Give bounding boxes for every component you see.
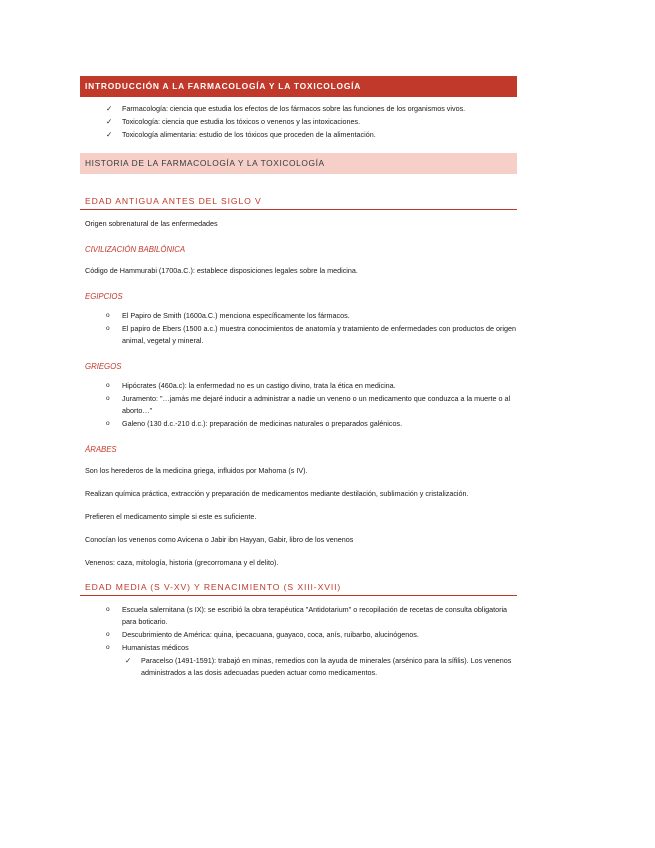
list-item: ✓ Toxicología: ciencia que estudia los tóxicos o venenos y las intoxicaciones. bbox=[106, 117, 361, 126]
subheading-babilonica: CIVILIZACIÓN BABILÓNICA bbox=[85, 245, 186, 254]
check-icon: ✓ bbox=[106, 130, 113, 139]
document-page bbox=[80, 76, 517, 680]
subheading-egipcios: EGIPCIOS bbox=[85, 292, 123, 301]
section-heading-media: EDAD MEDIA (S V-XV) Y RENACIMIENTO (S XIII-XVII) bbox=[80, 582, 517, 596]
bullet-circle-icon: o bbox=[106, 420, 110, 427]
check-icon: ✓ bbox=[106, 104, 113, 113]
media-sub-list bbox=[80, 655, 517, 679]
check-icon: ✓ bbox=[125, 656, 132, 665]
list-item: o Galeno (130 d.c.-210 d.c.): preparación de medicinas naturales o preparados galénicos. bbox=[106, 419, 403, 428]
check-icon: ✓ bbox=[106, 117, 113, 126]
bullet-circle-icon: o bbox=[106, 382, 110, 389]
arabes-paragraph: Son los herederos de la medicina griega, influidos por Mahoma (s IV). bbox=[85, 466, 308, 475]
bullet-circle-icon: o bbox=[106, 325, 110, 332]
egipcios-list bbox=[80, 310, 517, 347]
intro-list bbox=[80, 103, 517, 141]
intro-banner: INTRODUCCIÓN A LA FARMACOLOGÍA Y LA TOXICOLOGÍA bbox=[80, 76, 517, 97]
list-item: ✓ Farmacología: ciencia que estudia los efectos de los fármacos sobre las funciones de los organismos vivos. bbox=[106, 104, 466, 113]
media-list bbox=[80, 604, 517, 654]
historia-banner: HISTORIA DE LA FARMACOLOGÍA Y LA TOXICOLOGÍA bbox=[80, 153, 517, 174]
subheading-griegos: GRIEGOS bbox=[85, 362, 122, 371]
bullet-circle-icon: o bbox=[106, 631, 110, 638]
list-item: ✓ Paracelso (1491-1591): trabajó en minas, remedios con la ayuda de minerales (arsénico para la sífilis). Los venenos administrados a las dosis adecuadas pueden actuar como medicamentos. bbox=[125, 656, 512, 677]
list-item: o El Papiro de Smith (1600a.C.) menciona específicamente los fármacos. bbox=[106, 311, 350, 320]
list-item: o Hipócrates (460a.c): la enfermedad no es un castigo divino, trata la ética en medicina. bbox=[106, 381, 396, 390]
list-item: o Escuela salernitana (s IX): se escribió la obra terapéutica "Antidotarium" o recopilación de recetas de consulta obligatoria para boticario. bbox=[106, 605, 508, 626]
arabes-paragraph: Venenos: caza, mitología, historia (grecorromana y el delito). bbox=[85, 558, 279, 567]
origen-text: Origen sobrenatural de las enfermedades bbox=[85, 219, 218, 228]
bullet-circle-icon: o bbox=[106, 606, 110, 613]
list-item: o Juramento: "…jamás me dejaré inducir a administrar a nadie un veneno o un medicamento que conduzca a la muerte o al aborto…" bbox=[106, 394, 511, 415]
arabes-paragraph: Realizan química práctica, extracción y preparación de medicamentos mediante destilación, sublimación y cristalización. bbox=[85, 489, 469, 498]
list-item: o El papiro de Ebers (1500 a.c.) muestra conocimientos de anatomía y tratamiento de enfermedades con productos de origen animal, vegetal y mineral. bbox=[106, 324, 516, 345]
arabes-paragraph: Prefieren el medicamento simple si este es suficiente. bbox=[85, 512, 257, 521]
subheading-arabes: ÁRABES bbox=[85, 445, 117, 454]
section-heading-antigua: EDAD ANTIGUA ANTES DEL SIGLO V bbox=[80, 196, 517, 210]
list-item: o Humanistas médicos bbox=[106, 643, 189, 652]
list-item: ✓ Toxicología alimentaria: estudio de los tóxicos que proceden de la alimentación. bbox=[106, 130, 376, 139]
bullet-circle-icon: o bbox=[106, 395, 110, 402]
babilonica-text: Código de Hammurabi (1700a.C.): establece disposiciones legales sobre la medicina. bbox=[85, 266, 358, 275]
bullet-circle-icon: o bbox=[106, 312, 110, 319]
bullet-circle-icon: o bbox=[106, 644, 110, 651]
griegos-list bbox=[80, 380, 517, 430]
list-item: o Descubrimiento de América: quina, ipecacuana, guayaco, coca, anís, ruibarbo, alucinógenos. bbox=[106, 630, 419, 639]
arabes-paragraph: Conocían los venenos como Avicena o Jabir ibn Hayyan, Gabir, libro de los venenos bbox=[85, 535, 354, 544]
